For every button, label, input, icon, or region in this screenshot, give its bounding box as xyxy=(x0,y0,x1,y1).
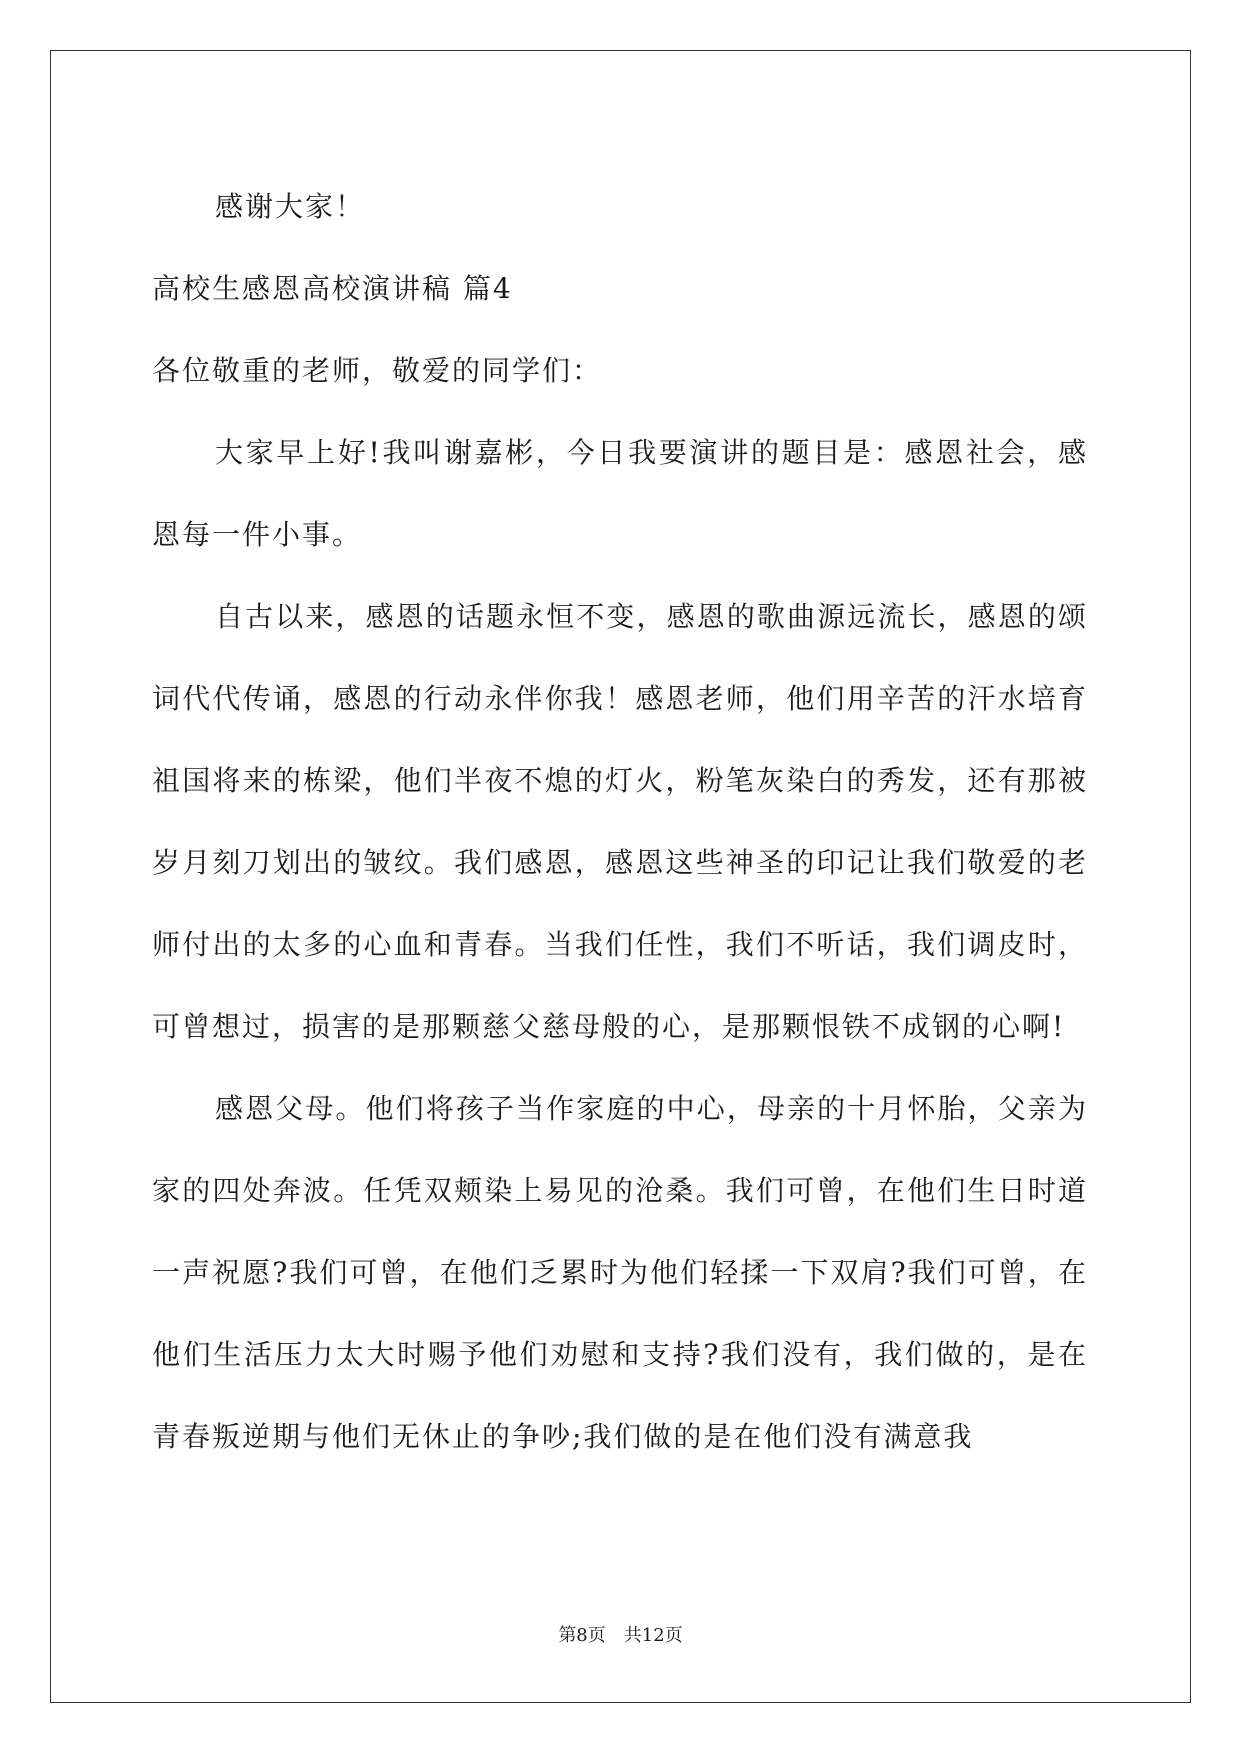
section-title: 高校生感恩高校演讲稿 篇4 xyxy=(152,272,513,305)
paragraph-thank-parents: 感恩父母。他们将孩子当作家庭的中心，母亲的十月怀胎，父亲为家的四处奔波。任凭双颊染上易见的沧桑。我们可曾，在他们生日时道一声祝愿?我们可曾，在他们乏累时为他们轻揉一下双肩?我们可曾，在他们生活压力太大时赐予他们劝慰和支持?我们没有，我们做的，是在青春叛逆期与他们无休止的争吵;我们做的是在他们没有满意我 xyxy=(152,1092,1088,1453)
page-number: 第8页 xyxy=(558,1625,606,1646)
salutation: 各位敬重的老师，敬爱的同学们： xyxy=(152,354,603,387)
page-total: 共12页 xyxy=(623,1625,683,1646)
closing-thanks: 感谢大家！ xyxy=(215,190,366,223)
paragraph-thank-teachers: 自古以来，感恩的话题永恒不变，感恩的歌曲源远流长，感恩的颂词代代传诵，感恩的行动永伴你我！感恩老师，他们用辛苦的汗水培育祖国将来的栋梁，他们半夜不熄的灯火，粉笔灰染白的秀发，还有那被岁月刻刀划出的皱纹。我们感恩，感恩这些神圣的印记让我们敬爱的老师付出的太多的心血和青春。当我们任性，我们不听话，我们调皮时，可曾想过，损害的是那颗慈父慈母般的心，是那颗恨铁不成钢的心啊! xyxy=(152,600,1088,1043)
paragraph-intro: 大家早上好!我叫谢嘉彬，今日我要演讲的题目是：感恩社会，感恩每一件小事。 xyxy=(152,436,1088,551)
page-footer xyxy=(0,1624,1241,1648)
document-body xyxy=(152,166,1088,1478)
